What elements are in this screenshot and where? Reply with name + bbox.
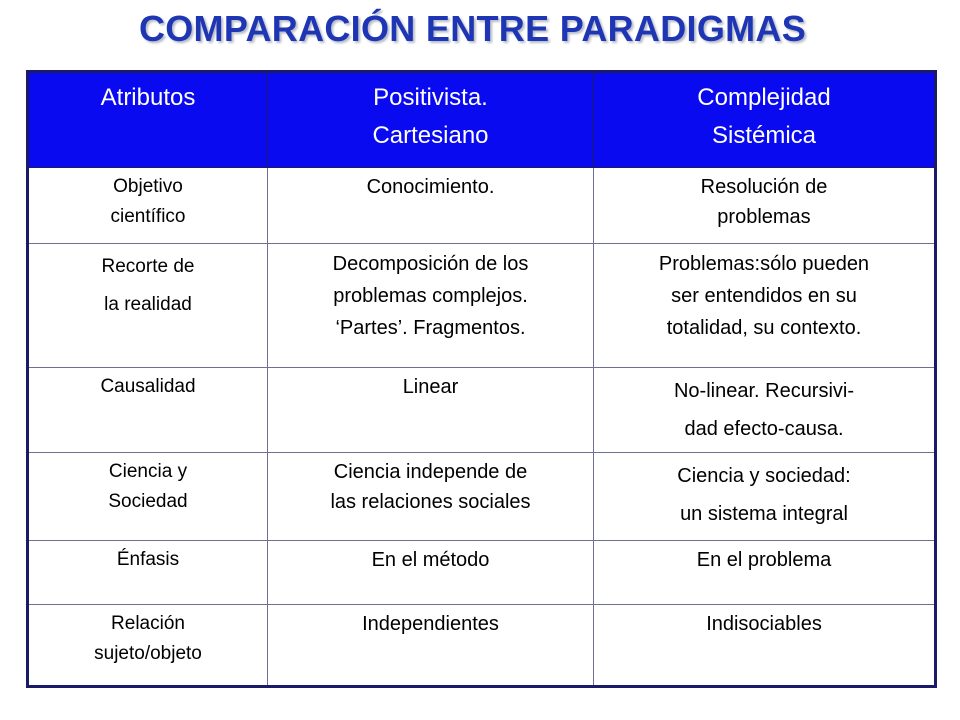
- header-positivista: [268, 72, 594, 168]
- table-row-relacion: [28, 605, 936, 687]
- cell-line: totalidad, su contexto.: [666, 317, 862, 339]
- cell-line: problemas: [717, 206, 811, 228]
- cell-complejidad: [594, 168, 936, 244]
- cell-line: Problemas:sólo pueden: [658, 253, 870, 275]
- cell-line: Sociedad: [108, 491, 188, 512]
- cell-positivista: [268, 168, 594, 244]
- table-row-enfasis: [28, 541, 936, 605]
- cell-positivista: [268, 453, 594, 541]
- cell-positivista: [268, 368, 594, 453]
- cell-line: Resolución de: [700, 176, 828, 198]
- comparison-table: [26, 70, 937, 688]
- header-atributos: [28, 72, 268, 168]
- cell-positivista: [268, 244, 594, 368]
- slide-title: COMPARACIÓN ENTRE PARADIGMAS: [138, 8, 807, 49]
- header-complejidad: [594, 72, 936, 168]
- cell-line: un sistema integral: [680, 503, 848, 525]
- cell-line: En el método: [371, 549, 490, 571]
- cell-line: Relación: [111, 613, 185, 634]
- cell-line: las relaciones sociales: [330, 491, 531, 513]
- cell-line: Ciencia independe de: [333, 461, 528, 483]
- cell-line: científico: [110, 206, 186, 227]
- cell-line: Linear: [402, 376, 459, 398]
- cell-attribute: [28, 244, 268, 368]
- cell-line: la realidad: [104, 294, 192, 315]
- cell-line: Ciencia y: [108, 461, 188, 482]
- header-complejidad-line-2: Sistémica: [711, 122, 817, 149]
- header-positivista-line-2: Cartesiano: [372, 122, 489, 149]
- cell-line: ser entendidos en su: [671, 285, 857, 307]
- cell-attribute: [28, 168, 268, 244]
- cell-complejidad: [594, 541, 936, 605]
- cell-attribute: [28, 368, 268, 453]
- header-atributos-line: Atributos: [100, 84, 196, 111]
- cell-line: Objetivo: [113, 176, 183, 197]
- cell-line: ‘Partes’. Fragmentos.: [335, 317, 526, 339]
- cell-line: dad efecto-causa.: [684, 418, 844, 440]
- cell-complejidad: [594, 453, 936, 541]
- header-complejidad-line-1: Complejidad: [697, 84, 831, 111]
- cell-line: Ciencia y sociedad:: [677, 465, 851, 487]
- table-row-causalidad: [28, 368, 936, 453]
- cell-line: Independientes: [362, 613, 499, 635]
- cell-attribute: [28, 541, 268, 605]
- cell-attribute: [28, 605, 268, 687]
- header-positivista-line-1: Positivista.: [373, 84, 488, 111]
- cell-line: problemas complejos.: [333, 285, 528, 307]
- cell-complejidad: [594, 244, 936, 368]
- cell-line: En el problema: [696, 549, 832, 571]
- table-row-recorte: [28, 244, 936, 368]
- cell-line: Énfasis: [116, 549, 180, 570]
- cell-line: Indisociables: [706, 613, 822, 635]
- cell-line: Causalidad: [100, 376, 196, 397]
- cell-positivista: [268, 605, 594, 687]
- cell-attribute: [28, 453, 268, 541]
- cell-complejidad: [594, 368, 936, 453]
- cell-line: Conocimiento.: [366, 176, 495, 198]
- cell-line: sujeto/objeto: [94, 643, 202, 664]
- cell-line: Recorte de: [101, 256, 195, 277]
- table-header-row: [28, 72, 936, 168]
- table-row-objetivo: [28, 168, 936, 244]
- cell-complejidad: [594, 605, 936, 687]
- cell-line: No-linear. Recursivi-: [673, 380, 855, 402]
- table-row-ciencia: [28, 453, 936, 541]
- cell-line: Decomposición de los: [332, 253, 529, 275]
- cell-positivista: [268, 541, 594, 605]
